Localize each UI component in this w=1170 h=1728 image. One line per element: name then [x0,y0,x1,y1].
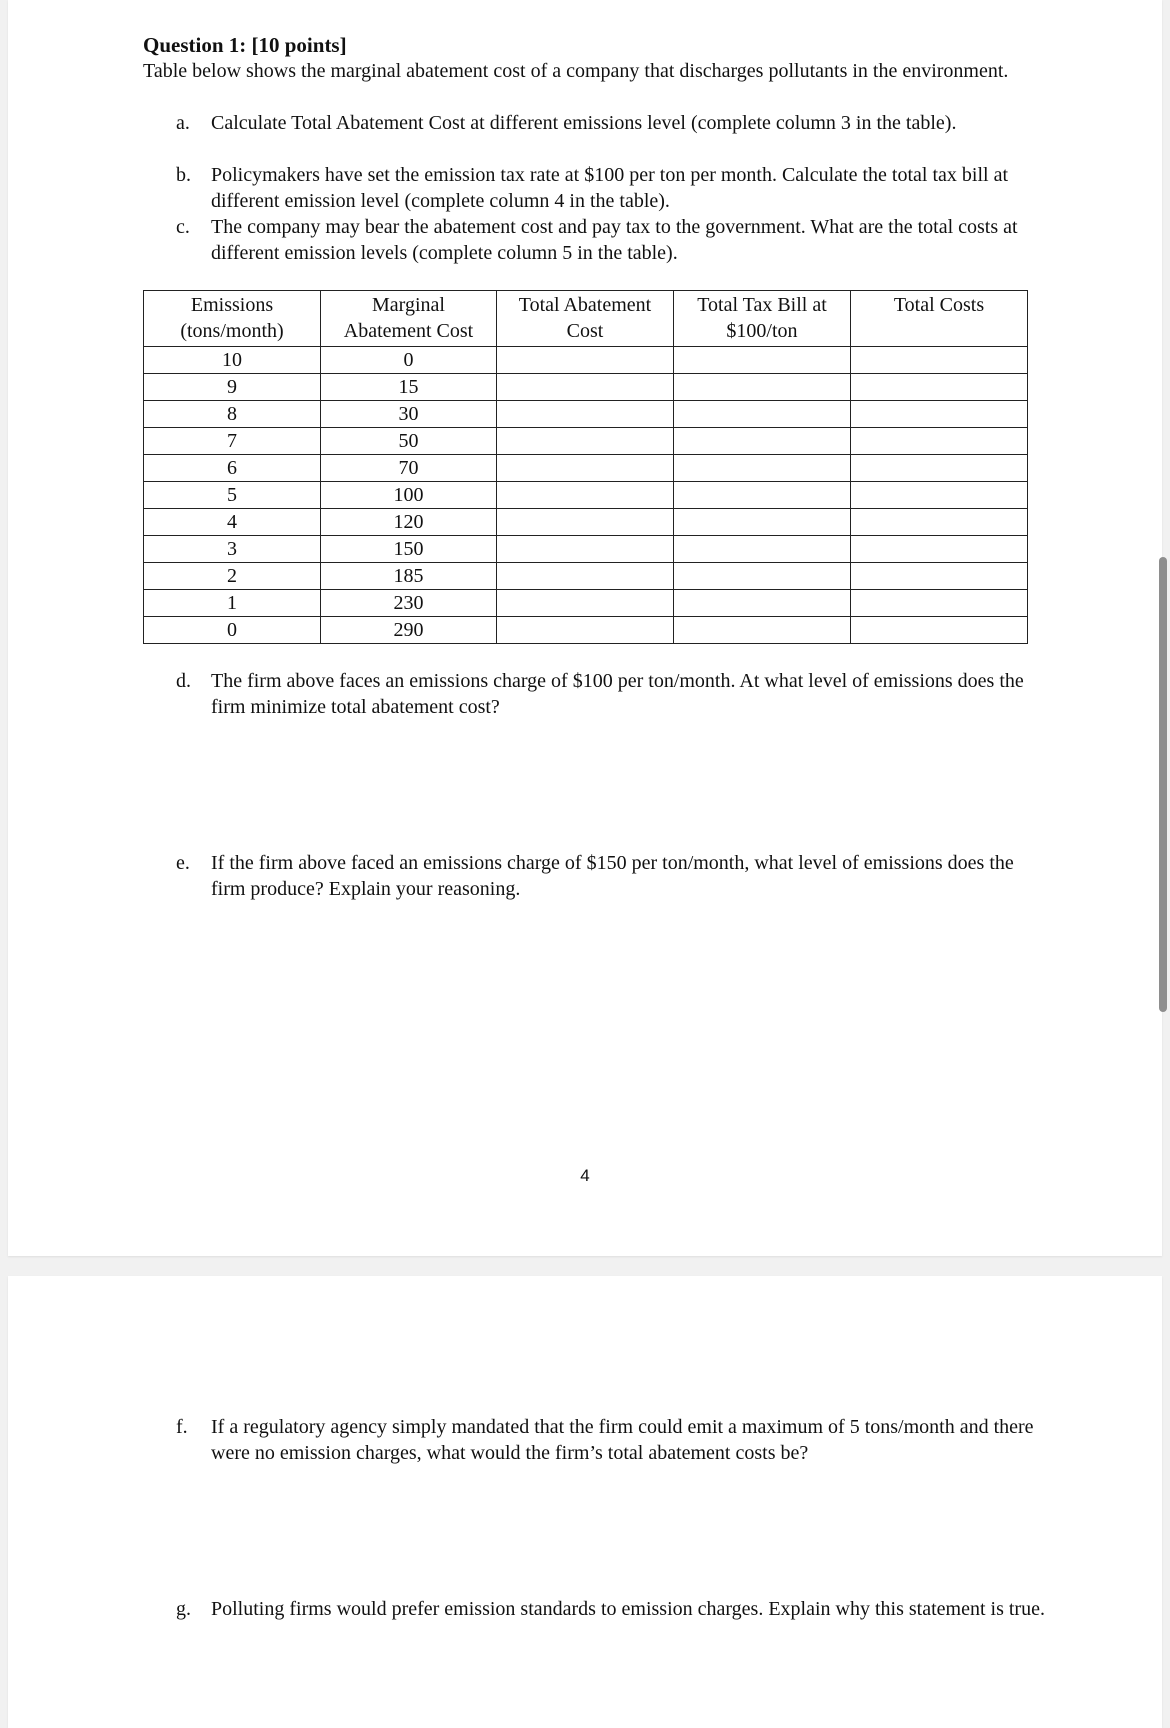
cell-tax-bill [673,455,850,482]
cell-marginal-cost: 0 [321,347,497,374]
cell-total-abatement [496,347,673,374]
cell-marginal-cost: 120 [321,509,497,536]
cell-marginal-cost: 30 [321,401,497,428]
table-row [144,482,1028,509]
cell-tax-bill [673,617,850,644]
scrollbar-thumb[interactable] [1159,557,1167,1012]
question-title: Question 1: [10 points] [143,33,347,57]
table-row [144,590,1028,617]
cell-total-costs [850,563,1027,590]
header-emissions: Emissions (tons/month) [144,291,321,347]
cell-tax-bill [673,428,850,455]
cell-tax-bill [673,563,850,590]
table-row [144,374,1028,401]
cell-emissions: 5 [144,482,321,509]
cell-total-abatement [496,509,673,536]
cell-marginal-cost: 150 [321,536,497,563]
table-row [144,617,1028,644]
cell-total-abatement [496,536,673,563]
cell-emissions: 3 [144,536,321,563]
cell-total-costs [850,536,1027,563]
table-row [144,428,1028,455]
part-label: g. [176,1598,191,1620]
cell-emissions: 2 [144,563,321,590]
cell-marginal-cost: 15 [321,374,497,401]
table-row [144,401,1028,428]
part-label: d. [176,670,191,692]
cell-tax-bill [673,509,850,536]
table-header-row [144,291,1028,347]
part-text: Calculate Total Abatement Cost at different emissions level (complete column 3 in the table). [211,112,957,134]
cell-total-abatement [496,590,673,617]
cell-total-abatement [496,455,673,482]
cell-marginal-cost: 185 [321,563,497,590]
cell-total-abatement [496,563,673,590]
cell-total-costs [850,347,1027,374]
cell-emissions: 4 [144,509,321,536]
table-row [144,536,1028,563]
page-number: 4 [580,1166,590,1185]
cell-emissions: 6 [144,455,321,482]
cell-total-abatement [496,401,673,428]
cell-tax-bill [673,374,850,401]
part-text: The company may bear the abatement cost and pay tax to the government. What are the total costs at different emission levels (complete column 5 in the table). [211,216,1018,264]
table-row [144,509,1028,536]
document-page-2 [8,1276,1162,1728]
cell-tax-bill [673,347,850,374]
cell-marginal-cost: 100 [321,482,497,509]
cell-emissions: 8 [144,401,321,428]
cell-marginal-cost: 70 [321,455,497,482]
cell-emissions: 0 [144,617,321,644]
question-intro: Table below shows the marginal abatement cost of a company that discharges pollutants in the environment. [143,60,1009,82]
header-marginal-abatement-cost: Marginal Abatement Cost [321,291,497,347]
part-label: c. [176,216,190,238]
cell-total-costs [850,455,1027,482]
abatement-cost-table [143,290,1028,644]
cell-tax-bill [673,536,850,563]
document-page-1 [8,0,1162,1256]
part-text: If the firm above faced an emissions charge of $150 per ton/month, what level of emissions does the firm produce? Explain your reasoning. [211,852,1014,900]
cell-marginal-cost: 50 [321,428,497,455]
cell-total-costs [850,617,1027,644]
cell-total-abatement [496,374,673,401]
cell-emissions: 9 [144,374,321,401]
part-label: f. [176,1416,188,1438]
cell-emissions: 1 [144,590,321,617]
cell-tax-bill [673,401,850,428]
cell-emissions: 7 [144,428,321,455]
part-text: Polluting firms would prefer emission standards to emission charges. Explain why this statement is true. [211,1598,1045,1620]
part-text: If a regulatory agency simply mandated that the firm could emit a maximum of 5 tons/month and there were no emission charges, what would the firm’s total abatement costs be? [211,1416,1034,1464]
part-label: e. [176,852,190,874]
cell-total-costs [850,428,1027,455]
table-row [144,563,1028,590]
part-label: a. [176,112,190,134]
part-text: Policymakers have set the emission tax rate at $100 per ton per month. Calculate the total tax bill at different emission level (complete column 4 in the table). [211,164,1009,212]
vertical-scrollbar[interactable] [1156,0,1170,1728]
cell-total-abatement [496,482,673,509]
cell-total-costs [850,482,1027,509]
cell-tax-bill [673,482,850,509]
header-total-tax-bill: Total Tax Bill at $100/ton [673,291,850,347]
cell-total-costs [850,590,1027,617]
header-total-abatement-cost: Total Abatement Cost [496,291,673,347]
cell-emissions: 10 [144,347,321,374]
cell-total-costs [850,401,1027,428]
part-text: The firm above faces an emissions charge of $100 per ton/month. At what level of emissions does the firm minimize total abatement cost? [211,670,1024,718]
part-label: b. [176,164,191,186]
cell-total-abatement [496,617,673,644]
cell-total-costs [850,374,1027,401]
cell-marginal-cost: 290 [321,617,497,644]
cell-total-abatement [496,428,673,455]
cell-marginal-cost: 230 [321,590,497,617]
cell-total-costs [850,509,1027,536]
cell-tax-bill [673,590,850,617]
table-row [144,347,1028,374]
table-row [144,455,1028,482]
header-total-costs: Total Costs [850,291,1027,347]
